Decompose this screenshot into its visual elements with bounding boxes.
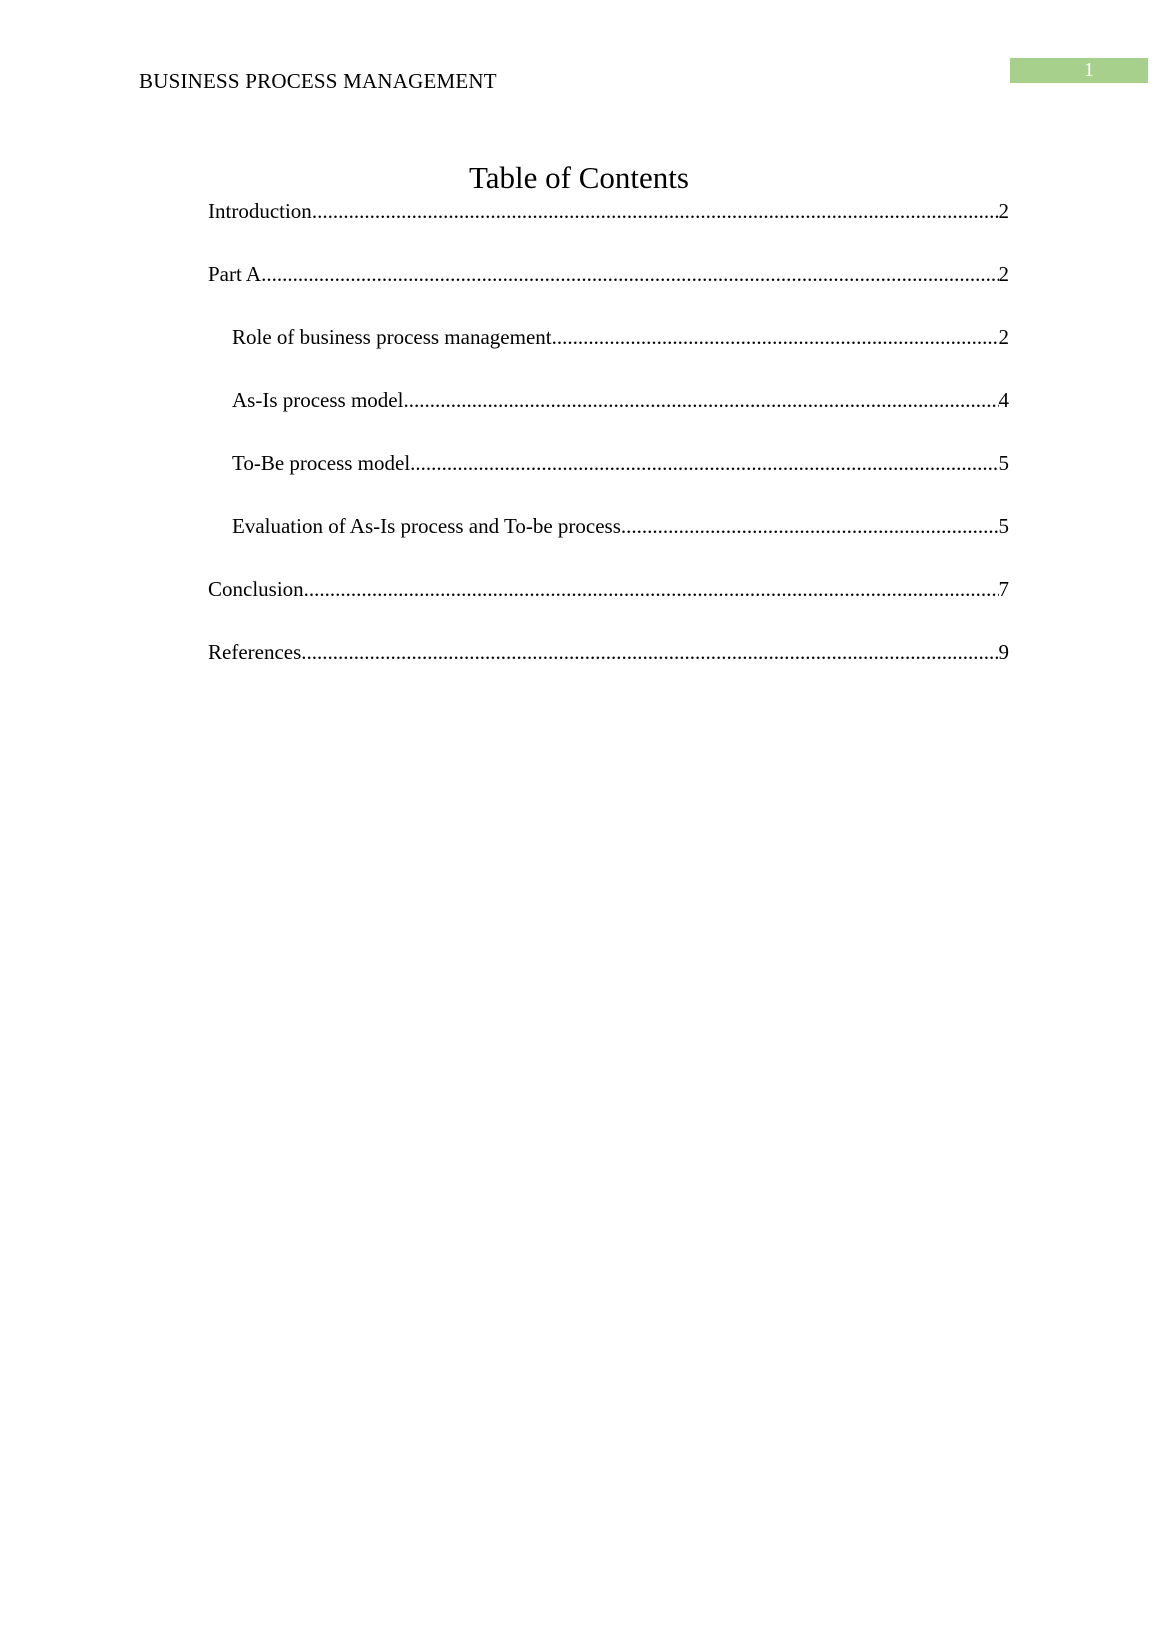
running-header: BUSINESS PROCESS MANAGEMENT [139, 69, 497, 93]
toc-entry-label: Conclusion [208, 577, 304, 601]
toc-dot-leader [552, 325, 999, 350]
toc-entry-label: To-Be process model [232, 451, 411, 475]
toc-entry-conclusion[interactable] [208, 577, 1009, 640]
toc-dot-leader [304, 577, 999, 602]
toc-dot-leader [621, 514, 999, 539]
toc-entry-page: 9 [998, 640, 1009, 664]
toc-entry-references[interactable] [208, 640, 1009, 703]
toc-entry-label: Introduction [208, 199, 312, 223]
toc-entry-label: Evaluation of As-Is process and To-be process [232, 514, 621, 538]
toc-entry-page: 4 [998, 388, 1009, 412]
toc-entry-label: As-Is process model [232, 388, 404, 412]
toc-entry-page: 2 [998, 325, 1009, 349]
toc-entry-page: 2 [998, 262, 1009, 286]
toc-dot-leader [403, 388, 998, 413]
toc-dot-leader [312, 199, 999, 224]
toc-entry-page: 2 [998, 199, 1009, 223]
toc-entry-introduction[interactable] [208, 199, 1009, 262]
toc-entry-role-of-bpm[interactable] [208, 325, 1009, 388]
toc-entry-label: Role of business process management [232, 325, 552, 349]
toc-dot-leader [261, 262, 998, 287]
toc-entry-page: 5 [998, 451, 1009, 475]
toc-entry-to-be-model[interactable] [208, 451, 1009, 514]
toc-dot-leader [301, 640, 998, 665]
toc-entry-label: Part A [208, 262, 262, 286]
toc-title: Table of Contents [469, 160, 689, 195]
page-number: 1 [1010, 58, 1148, 83]
toc-entry-evaluation[interactable] [208, 514, 1009, 577]
toc-entry-page: 7 [998, 577, 1009, 601]
toc-dot-leader [410, 451, 998, 476]
toc-entry-label: References [208, 640, 302, 664]
toc-entry-page: 5 [998, 514, 1009, 538]
toc-entry-as-is-model[interactable] [208, 388, 1009, 451]
toc-entry-part-a[interactable] [208, 262, 1009, 325]
table-of-contents [208, 199, 1009, 703]
